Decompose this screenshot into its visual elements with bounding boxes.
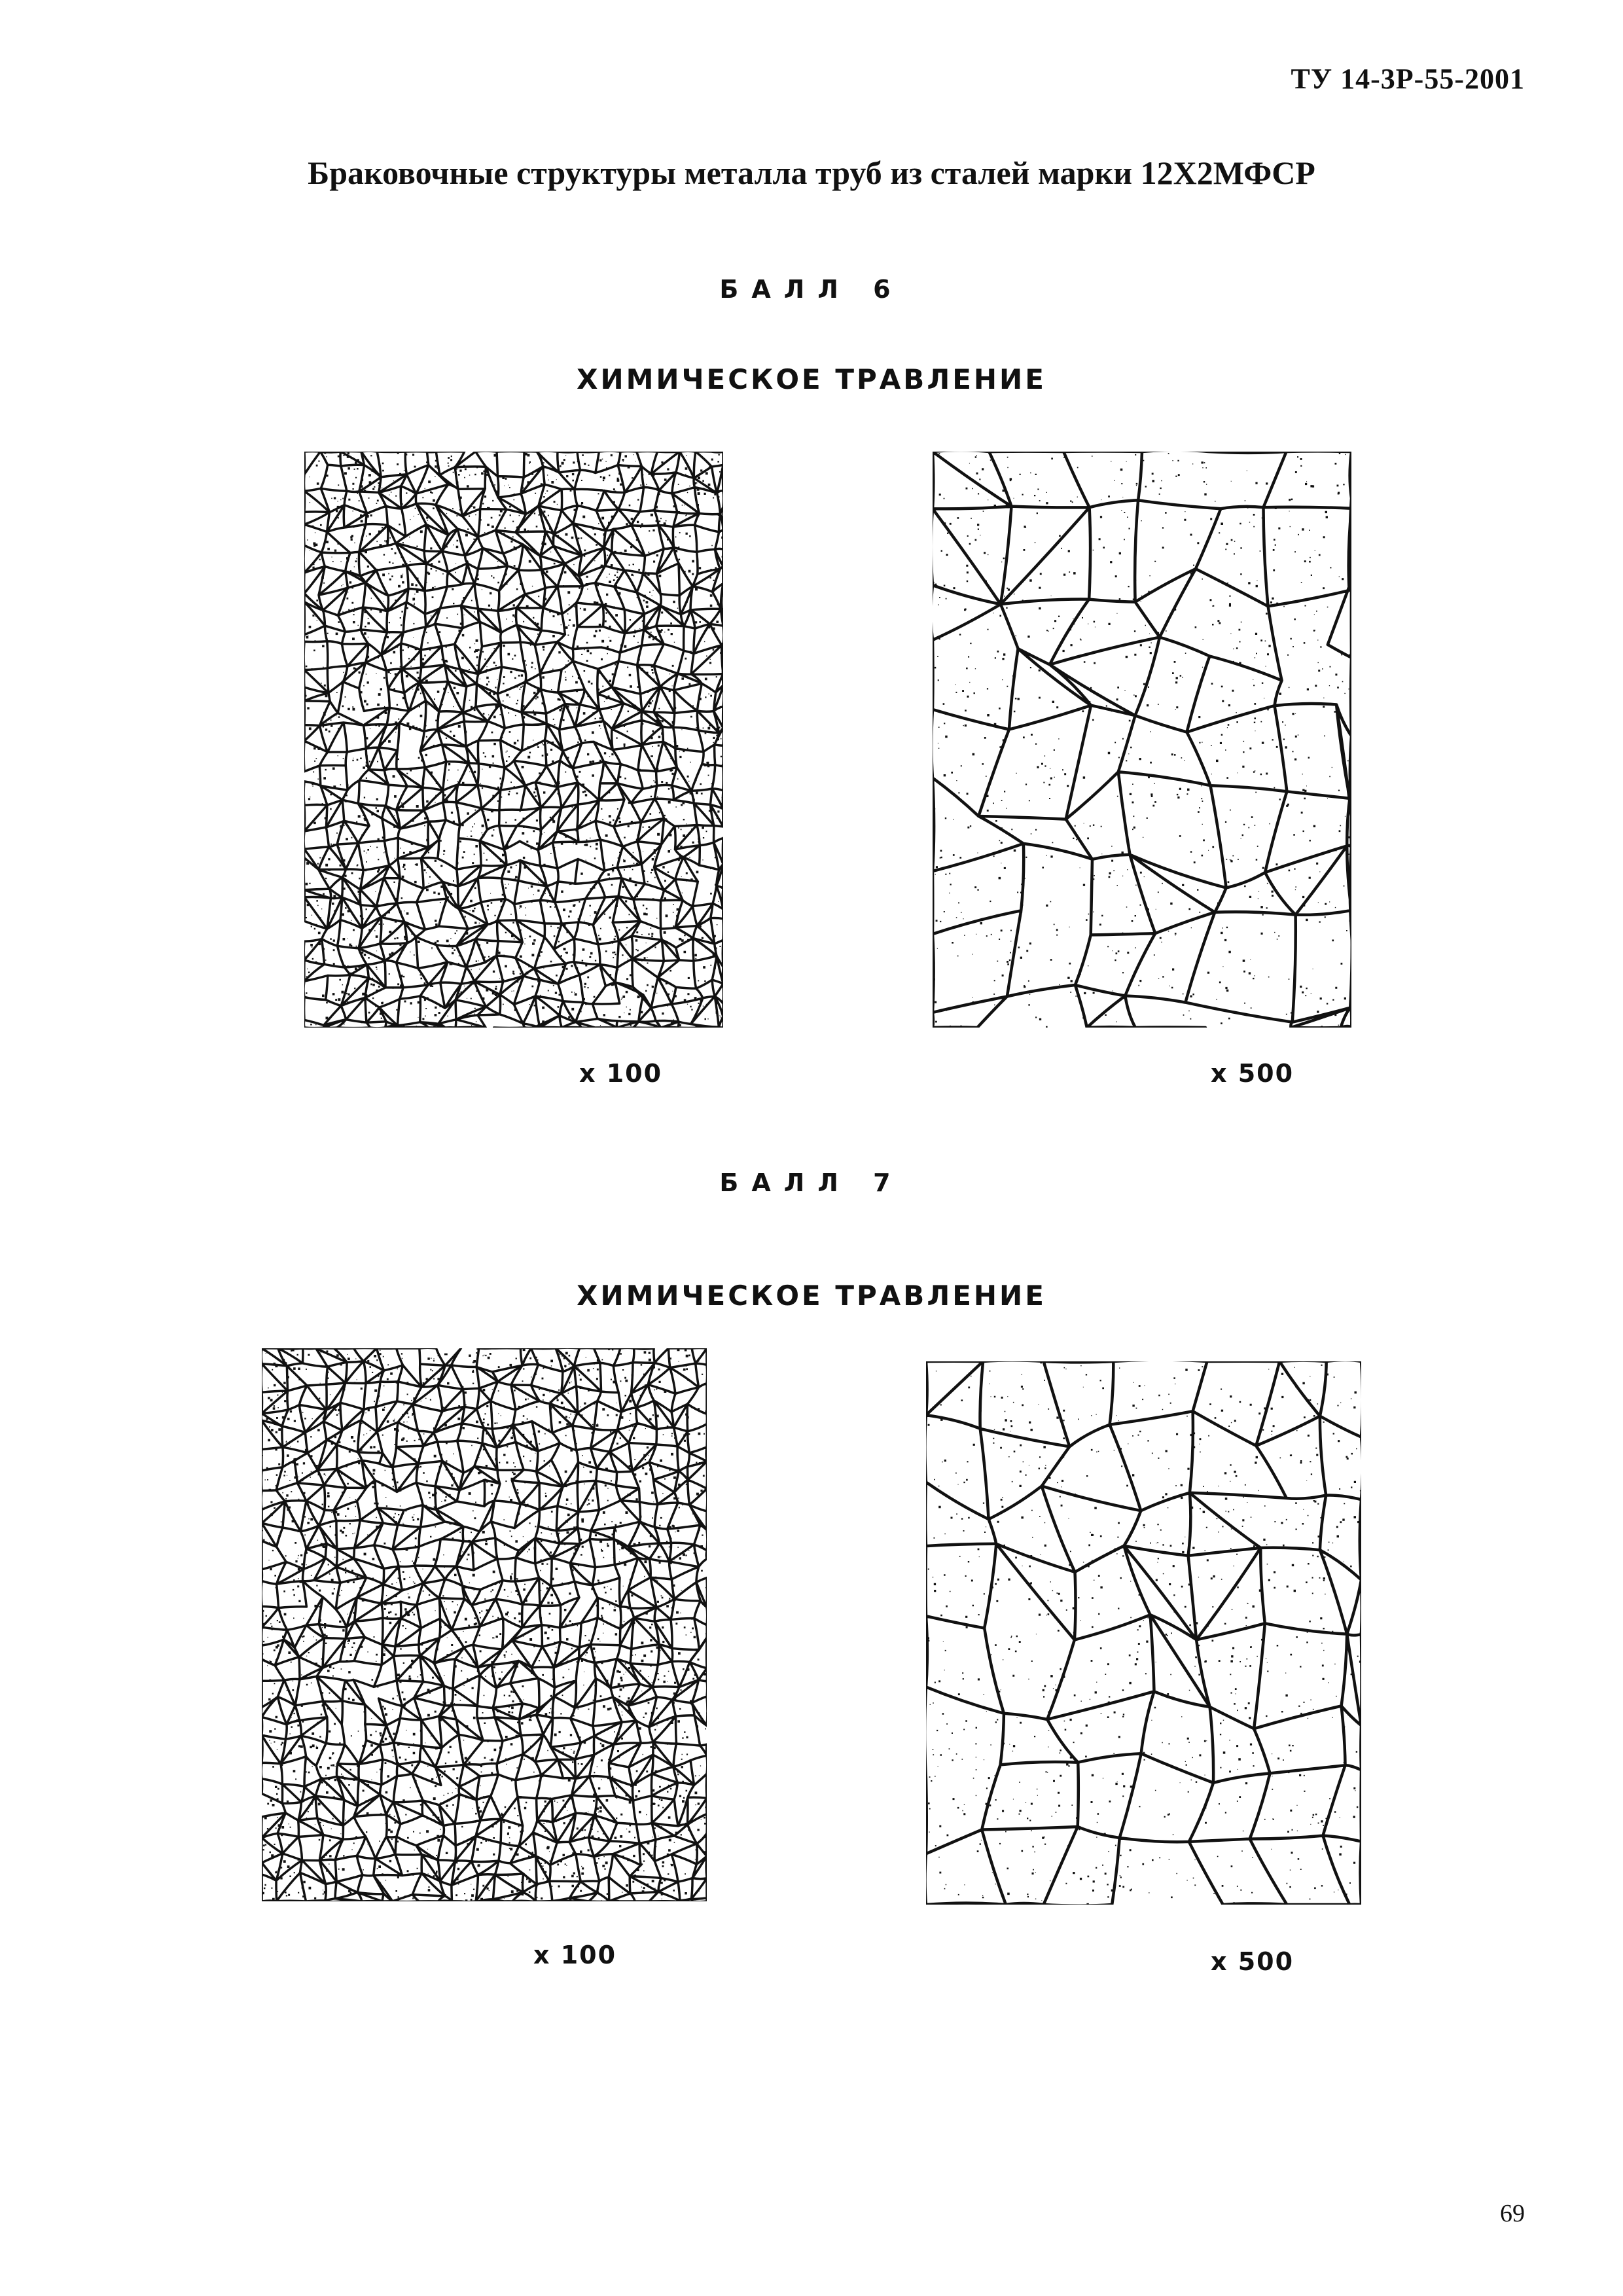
grain-structure-icon [262,1348,707,1901]
micrograph-fine-7 [262,1348,707,1901]
magnification-label-6a: х 100 [579,1059,663,1088]
page-number: 69 [1500,2200,1525,2227]
section-score-6: БАЛЛ 6 [719,275,904,304]
micrograph-coarse-7 [926,1361,1361,1905]
section-caption-7: ХИМИЧЕСКОЕ ТРАВЛЕНИЕ [577,1280,1046,1312]
magnification-label-7a: х 100 [533,1941,617,1969]
grain-structure-icon [304,452,723,1028]
document-code: ТУ 14-3Р-55-2001 [1291,63,1525,95]
document-title: Браковочные структуры металла труб из сталей марки 12Х2МФСР [308,154,1315,191]
magnification-label-7b: х 500 [1211,1947,1294,1976]
section-score-7: БАЛЛ 7 [719,1168,904,1197]
micrograph-coarse-6 [933,452,1351,1028]
section-caption-6: ХИМИЧЕСКОЕ ТРАВЛЕНИЕ [577,363,1046,395]
grain-structure-icon [926,1361,1361,1905]
grain-structure-icon [933,452,1351,1028]
micrograph-fine-6 [304,452,723,1028]
magnification-label-6b: х 500 [1211,1059,1294,1088]
